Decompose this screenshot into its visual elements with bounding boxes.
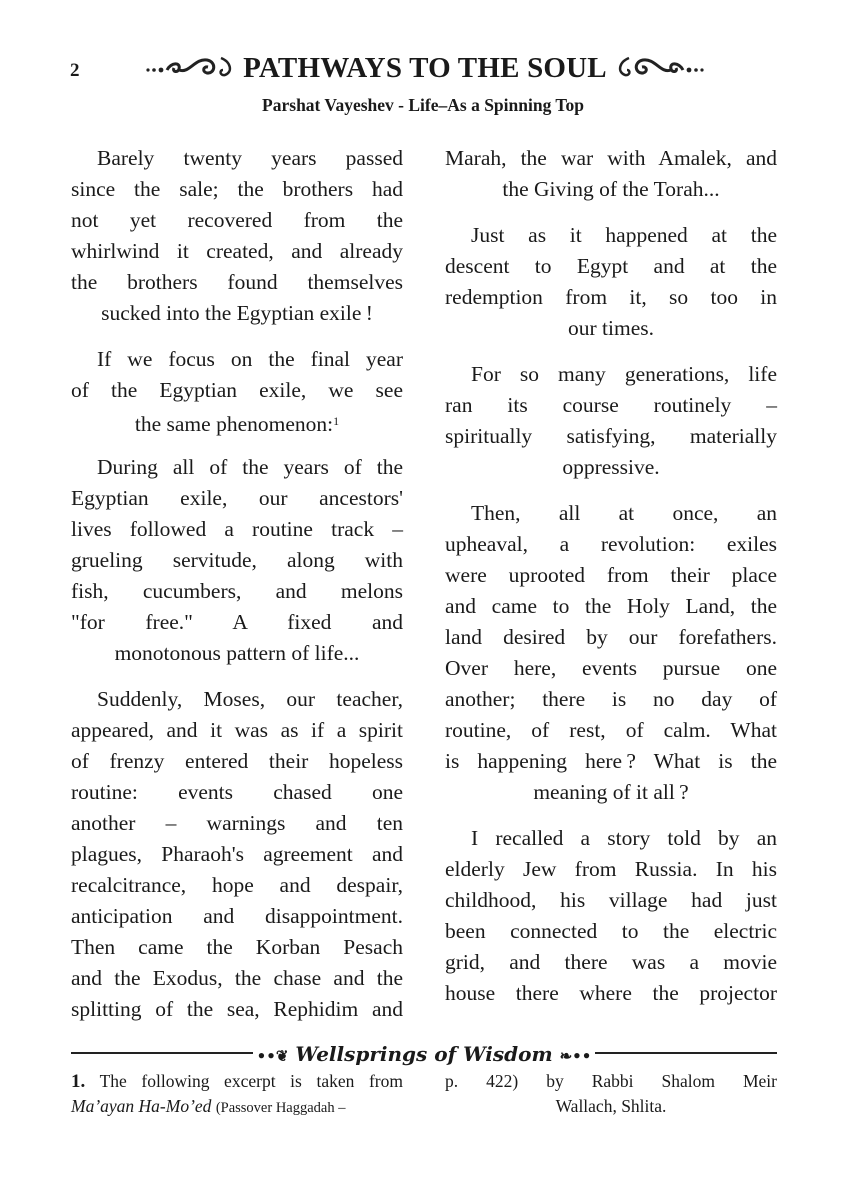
text-line [445,777,777,808]
text-line: of the Egyptian exile, we see [71,378,403,402]
text-line: been connected to the electric [445,919,777,943]
text-line: and the Exodus, the chase and the [71,966,403,990]
text-line: Barely twenty years passed [97,146,403,170]
text-line: "for free." A fixed and [71,610,403,634]
text-line-content: the Giving of the Torah... [502,177,720,201]
text-line-content: our times. [568,316,654,340]
text-line-content: meaning of it all ? [533,780,689,804]
footnote-number: 1. [71,1071,86,1092]
footnote-section-header [71,1042,777,1066]
footnote-text: Wallach, Shlita. [555,1096,667,1116]
text-line [445,174,777,205]
text-line [445,313,777,344]
text-line: not yet recovered from the [71,208,403,232]
text-line: appeared, and it was as if a spirit [71,718,403,742]
paragraph [71,684,403,1025]
text-line: fish, cucumbers, and melons [71,579,403,603]
paragraph [445,220,777,344]
text-line-content: monotonous pattern of life... [114,641,360,665]
text-line: childhood, his village had just [445,888,777,912]
text-line-content: oppressive. [562,455,660,479]
text-line: ran its course routinely – [445,393,777,417]
text-line: whirlwind it created, and already [71,239,403,263]
text-line: If we focus on the final year [97,347,403,371]
text-line: is happening here ? What is the [445,749,777,773]
text-line: recalcitrance, hope and despair, [71,873,403,897]
text-line: and came to the Holy Land, the [445,594,777,618]
paragraph [445,143,777,205]
text-line: grid, and there was a movie [445,950,777,974]
text-line: Then, all at once, an [471,501,777,525]
text-line: land desired by our forefathers. [445,625,777,649]
text-line: since the sale; the brothers had [71,177,403,201]
paragraph [71,344,403,437]
text-line: routine: events chased one [71,780,403,804]
text-line-content: the same phenomenon: [134,412,334,436]
text-line-content: sucked into the Egyptian exile ! [101,301,373,325]
paragraph [445,359,777,483]
text-line [71,406,403,437]
text-line: Over here, events pursue one [445,656,777,680]
running-header [130,50,720,86]
paragraph [445,823,777,1009]
text-line: Just as it happened at the [471,223,777,247]
footnote-divider [71,1042,777,1064]
paragraph [71,452,403,669]
flourish-right-icon [613,54,705,83]
footnote-book-title: Ma’ayan Ha-Mo’ed [71,1096,212,1116]
text-line: During all of the years of the [97,455,403,479]
text-line: Suddenly, Moses, our teacher, [97,687,403,711]
text-line: another; there is no day of [445,687,777,711]
text-line: elderly Jew from Russia. In his [445,857,777,881]
footnote-right [445,1069,777,1119]
flourish-right-icon: ❧•• [559,1047,592,1065]
footnote-section-title: Wellsprings of Wisdom [295,1042,553,1066]
text-line: house there where the projector [445,981,777,1005]
publication-title: PATHWAYS TO THE SOUL [243,51,607,84]
page-number: 2 [70,60,80,81]
text-line: descent to Egypt and at the [445,254,777,278]
text-line: I recalled a story told by an [471,826,777,850]
text-line: routine, of rest, of calm. What [445,718,777,742]
text-line: plagues, Pharaoh's agreement and [71,842,403,866]
text-line: For so many generations, life [471,362,777,386]
paragraph [71,143,403,329]
paragraph [445,498,777,808]
footnote-text: p. 422) by Rabbi Shalom Meir [445,1071,777,1091]
text-line: redemption from it, so too in [445,285,777,309]
text-line [71,298,403,329]
text-line: Marah, the war with Amalek, and [445,146,777,170]
text-line: another – warnings and ten [71,811,403,835]
text-line: upheaval, a revolution: exiles [445,532,777,556]
text-line: spiritually satisfying, materially [445,424,777,448]
right-column [445,143,777,1024]
text-line: the brothers found themselves [71,270,403,294]
text-line: were uprooted from their place [445,563,777,587]
text-line: splitting of the sea, Rephidim and [71,997,403,1021]
text-line [71,638,403,669]
text-line: anticipation and disappointment. [71,904,403,928]
footnote-text: (Passover Haggadah – [215,1100,346,1116]
text-line: Then came the Korban Pesach [71,935,403,959]
flourish-left-icon: ••❦ [256,1047,289,1065]
left-column [71,143,403,1040]
text-line: lives followed a routine track – [71,517,403,541]
text-line [445,452,777,483]
footnote-text: The following excerpt is taken from [99,1071,403,1091]
text-line: of frenzy entered their hopeless [71,749,403,773]
flourish-left-icon [145,54,237,83]
footnote-left [71,1069,403,1119]
footnote-reference[interactable]: 1 [333,414,340,428]
article-subtitle: Parshat Vayeshev - Life–As a Spinning Top [262,95,584,115]
text-line: grueling servitude, along with [71,548,403,572]
text-line: Egyptian exile, our ancestors' [71,486,403,510]
